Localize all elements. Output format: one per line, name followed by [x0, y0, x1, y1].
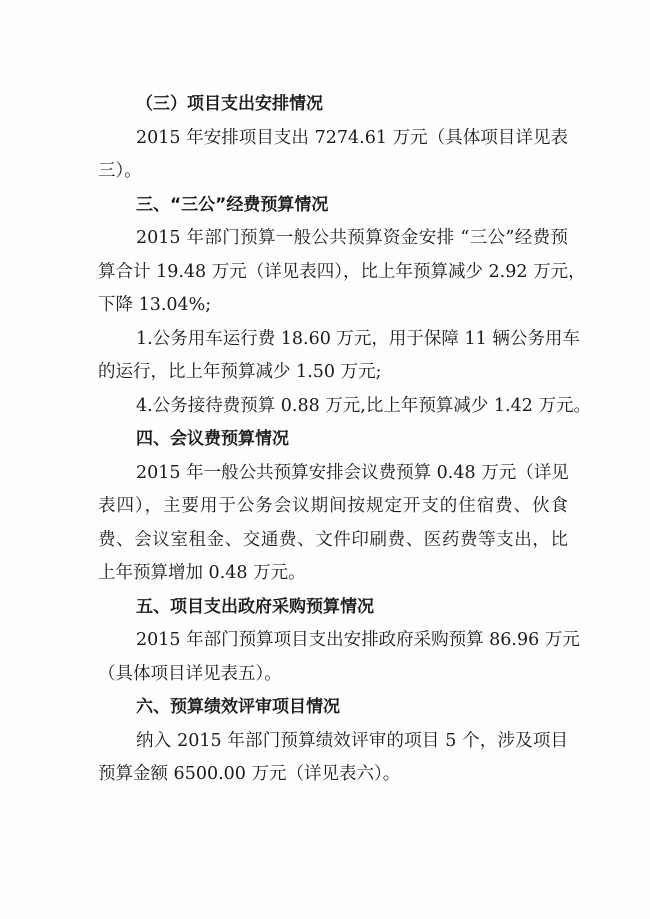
- paragraph-line: 2015 年安排项目支出 7274.61 万元（具体项目详见表: [136, 127, 568, 148]
- paragraph-line: 上年预算增加 0.48 万元。: [98, 563, 306, 583]
- paragraph-line: （具体项目详见表五）。: [98, 663, 282, 684]
- document-body: [98, 88, 591, 792]
- paragraph-line: 1.公务用车运行费 18.60 万元，用于保障 11 辆公务用车: [136, 328, 580, 349]
- section-heading-performance-review: 六、预算绩效评审项目情况: [136, 697, 340, 717]
- paragraph-line: 的运行，比上年预算减少 1.50 万元;: [98, 362, 382, 382]
- section-heading-project-expenditure: （三）项目支出安排情况: [136, 94, 323, 114]
- paragraph-line: 2015 年部门预算一般公共预算资金安排 “三公”经费预: [136, 228, 568, 248]
- paragraph-line: 2015 年一般公共预算安排会议费预算 0.48 万元（详见: [136, 462, 569, 483]
- paragraph-line: 纳入 2015 年部门预算绩效评审的项目 5 个，涉及项目: [136, 730, 568, 751]
- paragraph-line: 表四），主要用于公务会议期间按规定开支的住宿费、伙食: [98, 496, 568, 516]
- paragraph-line: 下降 13.04%;: [98, 295, 212, 315]
- paragraph-line: 预算金额 6500.00 万元（详见表六）。: [98, 764, 401, 784]
- section-heading-three-public-expenses: 三、“三公”经费预算情况: [136, 194, 329, 215]
- paragraph-line: 费、会议室租金、交通费、文件印刷费、医药费等支出，比: [98, 529, 568, 550]
- section-heading-meeting-expenses: 四、会议费预算情况: [136, 429, 289, 449]
- paragraph-line: 4.公务接待费预算 0.88 万元,比上年预算减少 1.42 万元。: [136, 395, 591, 416]
- paragraph-line: 2015 年部门预算项目支出安排政府采购预算 86.96 万元: [136, 630, 580, 650]
- paragraph-line: 三）。: [98, 161, 142, 181]
- paragraph-line: 算合计 19.48 万元（详见表四），比上年预算减少 2.92 万元，: [98, 261, 586, 282]
- section-heading-government-procurement: 五、项目支出政府采购预算情况: [136, 596, 374, 617]
